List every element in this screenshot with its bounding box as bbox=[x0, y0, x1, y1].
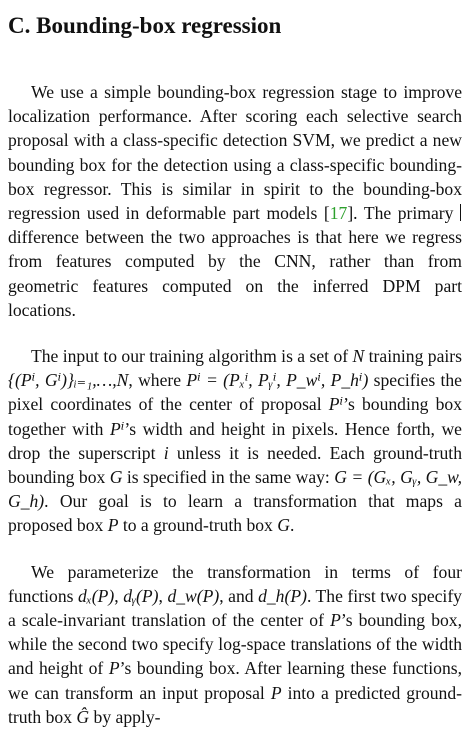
math: {(Pⁱ, Gⁱ)}ᵢ₌₁,…,N bbox=[8, 370, 129, 391]
math: G bbox=[277, 515, 290, 536]
paragraph-2 bbox=[8, 344, 462, 538]
text: ’s bounding box together with bbox=[8, 394, 462, 439]
text-cursor bbox=[460, 204, 461, 221]
text: , and bbox=[219, 585, 259, 606]
math: P bbox=[270, 682, 282, 703]
math: i bbox=[163, 442, 169, 463]
text: unless it is needed. Each ground-truth bounding box bbox=[8, 442, 462, 488]
text: into a predicted ground-truth box bbox=[8, 682, 462, 727]
math: d_w(P) bbox=[167, 585, 220, 606]
text: ’s width and height in pixels. Hence forth, we drop the superscript bbox=[8, 418, 462, 463]
text: specifies the pixel coordinates of the center of proposal bbox=[8, 370, 462, 415]
text: , bbox=[158, 585, 168, 606]
math: P bbox=[108, 658, 120, 679]
math: d_h(P) bbox=[258, 585, 307, 606]
citation-link[interactable]: 17 bbox=[329, 203, 348, 224]
text: to a ground-truth box bbox=[118, 515, 278, 536]
math: dᵧ(P) bbox=[123, 585, 159, 606]
text: . Our goal is to learn a transformation that maps a proposed box bbox=[8, 491, 462, 536]
text: difference between the two approaches is that here we regress from features computed by the CNN, rather than from geometric features computed on the inferred DPM part locations. bbox=[8, 227, 462, 320]
text: The input to our training algorithm is a set of bbox=[31, 346, 353, 367]
text: , bbox=[114, 585, 124, 606]
section-heading: C. Bounding-box regression bbox=[8, 13, 282, 38]
text: . bbox=[289, 515, 295, 536]
math: Ĝ bbox=[76, 706, 90, 727]
text: is specified in the same way: bbox=[122, 467, 335, 488]
text: training pairs bbox=[364, 346, 462, 367]
paragraph-1 bbox=[8, 80, 462, 322]
math: Pⁱ bbox=[110, 418, 125, 439]
math: P bbox=[330, 610, 341, 631]
math: P bbox=[107, 515, 119, 536]
text: We parameterize the transformation in terms of four functions bbox=[8, 561, 462, 606]
math: Pⁱ bbox=[328, 394, 344, 415]
math: dₓ(P) bbox=[78, 585, 115, 606]
math: N bbox=[352, 346, 365, 367]
text: ’s bounding box. After learning these functions, we can transform an input proposal bbox=[8, 658, 463, 703]
text: . The first two specify a scale-invariant translation of the center of bbox=[8, 585, 462, 631]
text: by apply- bbox=[89, 706, 161, 727]
paragraph-3 bbox=[8, 560, 462, 729]
math: G = (Gₓ, Gᵧ, G_w, G_h) bbox=[8, 467, 463, 512]
math: Pⁱ = (Pₓⁱ, Pᵧⁱ, P_wⁱ, P_hⁱ) bbox=[186, 370, 369, 391]
text: We use a simple bounding-box regression stage to improve localization performance. After scoring each selective search proposal with a class-specific detection SVM, we predict a new bounding box for the detection using a class-specific bounding-box regressor. This is similar in spirit to the bounding-box regression used in deformable part models [ bbox=[8, 82, 462, 224]
text: ]. The primary bbox=[347, 203, 460, 224]
text: ’s bounding box, while the second two specify log-space translations of the width and height of bbox=[8, 610, 462, 679]
text: , where bbox=[128, 370, 187, 391]
math: G bbox=[109, 467, 123, 488]
